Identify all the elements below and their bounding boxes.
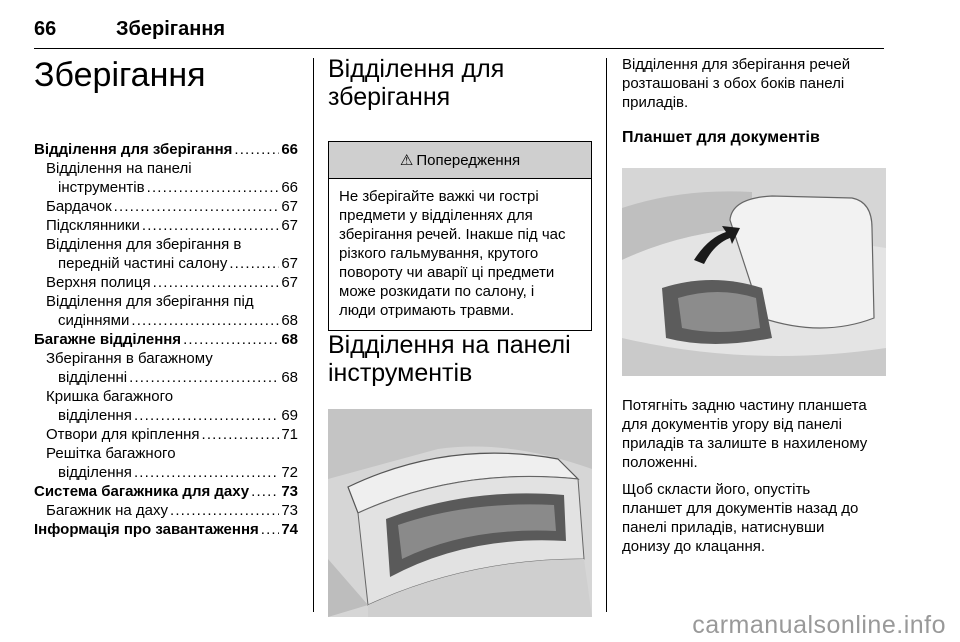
text-line: для документів угору від панелі [622,416,842,433]
warning-line: може розкидати по салону, і [339,283,535,300]
toc-entry[interactable] [34,368,298,387]
text-line: планшет для документів назад до [622,500,859,517]
toc-section-entry[interactable] [34,140,298,159]
heading-line: зберігання [328,83,451,111]
text-line: приладів та залиште в нахиленому [622,435,868,452]
toc-entry[interactable] [34,273,298,292]
toc-entry-text: Кришка багажного [46,388,174,405]
toc-entry[interactable] [34,178,298,197]
warning-header [329,142,591,179]
section-title: Зберігання [34,56,206,94]
page-number: 66 [34,18,57,40]
intro-paragraph [622,55,886,112]
toc-entry-text: Багажник на даху [46,502,168,519]
toc-page-number: 69 [281,407,298,424]
toc-entry-text: Інформація про завантаження [34,521,259,538]
toc-entry-text: Підсклянники [46,217,140,234]
toc-entry-text: відділенні [58,369,128,386]
leader-dots [229,254,279,273]
toc-entry-text: інструментів [58,179,145,196]
toc-page-number: 74 [281,521,298,538]
text-line: панелі приладів, натиснувши [622,519,825,536]
compartment-drawing [328,409,592,617]
toc-page-number: 68 [281,312,298,329]
toc-entry-text: Відділення для зберігання під [46,293,254,310]
warning-line: повороту чи аварії ці предмети [339,264,555,281]
leader-dots [134,463,279,482]
toc-page-number: 68 [281,331,298,348]
content-column-3 [622,55,886,556]
toc-page-number: 71 [281,426,298,443]
warning-heading: Попередження [416,151,521,169]
leader-dots [202,425,280,444]
toc-entry-text: Відділення на панелі [46,160,192,177]
toc-page-number: 72 [281,464,298,481]
leader-dots [183,330,279,349]
paragraph-open-tray [622,396,886,472]
text-line: Щоб скласти його, опустіть [622,481,811,498]
warning-line: різкого гальмування, крутого [339,245,539,262]
toc-entry[interactable] [34,406,298,425]
text-line: приладів. [622,94,689,111]
toc-page-number: 73 [281,502,298,519]
page-header [34,8,884,49]
warning-triangle-icon: ⚠ [399,152,414,169]
warning-line: люди отримають травми. [339,302,515,319]
table-of-contents [34,140,298,539]
content-column-2 [328,55,592,617]
toc-entry-text: Бардачок [46,198,112,215]
text-line: положенні. [622,454,698,471]
toc-entry[interactable] [34,463,298,482]
toc-section-entry[interactable] [34,330,298,349]
toc-entry-text: Відділення для зберігання в [46,236,242,253]
toc-column [34,55,298,539]
text-line: Відділення для зберігання речей [622,56,851,73]
watermark: carmanualsonline.info [692,611,946,639]
toc-entry[interactable] [34,216,298,235]
storage-heading [328,55,592,111]
paragraph-close-tray [622,480,886,556]
toc-page-number: 67 [281,274,298,291]
warning-line: предмети у відділеннях для [339,207,533,224]
text-line: розташовані з обох боків панелі [622,75,845,92]
toc-entry[interactable] [34,254,298,273]
toc-page-number: 67 [281,198,298,215]
toc-entry-text: Система багажника для даху [34,483,250,500]
warning-body [329,179,591,330]
heading-line: Відділення на панелі [328,331,571,359]
leader-dots [131,311,279,330]
toc-entry-text: Зберігання в багажному [46,350,213,367]
document-tray-illustration [622,168,886,376]
heading-line: Відділення для [328,55,505,83]
toc-entry-text: Отвори для кріплення [46,426,200,443]
toc-entry-text: Багажне відділення [34,331,182,348]
toc-entry-text: сидіннями [58,312,130,329]
toc-page-number: 66 [281,141,298,158]
text-line: Потягніть задню частину планшета [622,397,867,414]
warning-line: зберігання речей. Інакше під час [339,226,566,243]
leader-dots [129,368,279,387]
toc-entry-text: Решітка багажного [46,445,176,462]
warning-box [328,141,592,331]
leader-dots [134,406,279,425]
toc-entry[interactable] [34,501,298,520]
leader-dots [234,140,279,159]
toc-entry-text: відділення [58,464,132,481]
toc-entry-text: відділення [58,407,132,424]
dashboard-compartment-illustration [328,409,592,617]
running-title: Зберігання [116,18,226,40]
heading-line: інструментів [328,359,473,387]
leader-dots [142,216,279,235]
leader-dots [261,520,280,539]
leader-dots [114,197,280,216]
toc-page-number: 73 [281,483,298,500]
toc-page-number: 67 [281,255,298,272]
toc-entry-text: Відділення для зберігання [34,141,233,158]
toc-page-number: 68 [281,369,298,386]
text-line: донизу до клацання. [622,538,766,555]
toc-entry[interactable] [34,425,298,444]
toc-entry[interactable] [34,197,298,216]
toc-page-number: 67 [281,217,298,234]
leader-dots [170,501,279,520]
leader-dots [251,482,279,501]
dashboard-compartment-heading [328,331,592,387]
column-divider [606,58,607,612]
toc-entry-text: передній частині салону [58,255,228,272]
leader-dots [153,273,280,292]
column-divider [313,58,314,612]
toc-entry-text: Верхня полиця [46,274,151,291]
toc-section-entry[interactable] [34,482,298,501]
toc-entry[interactable] [34,311,298,330]
warning-line: Не зберігайте важкі чи гострі [339,188,539,205]
leader-dots [147,178,280,197]
toc-page-number: 66 [281,179,298,196]
toc-section-entry[interactable] [34,520,298,539]
document-tray-heading: Планшет для документів [622,129,820,146]
document-tray-drawing [622,168,886,376]
